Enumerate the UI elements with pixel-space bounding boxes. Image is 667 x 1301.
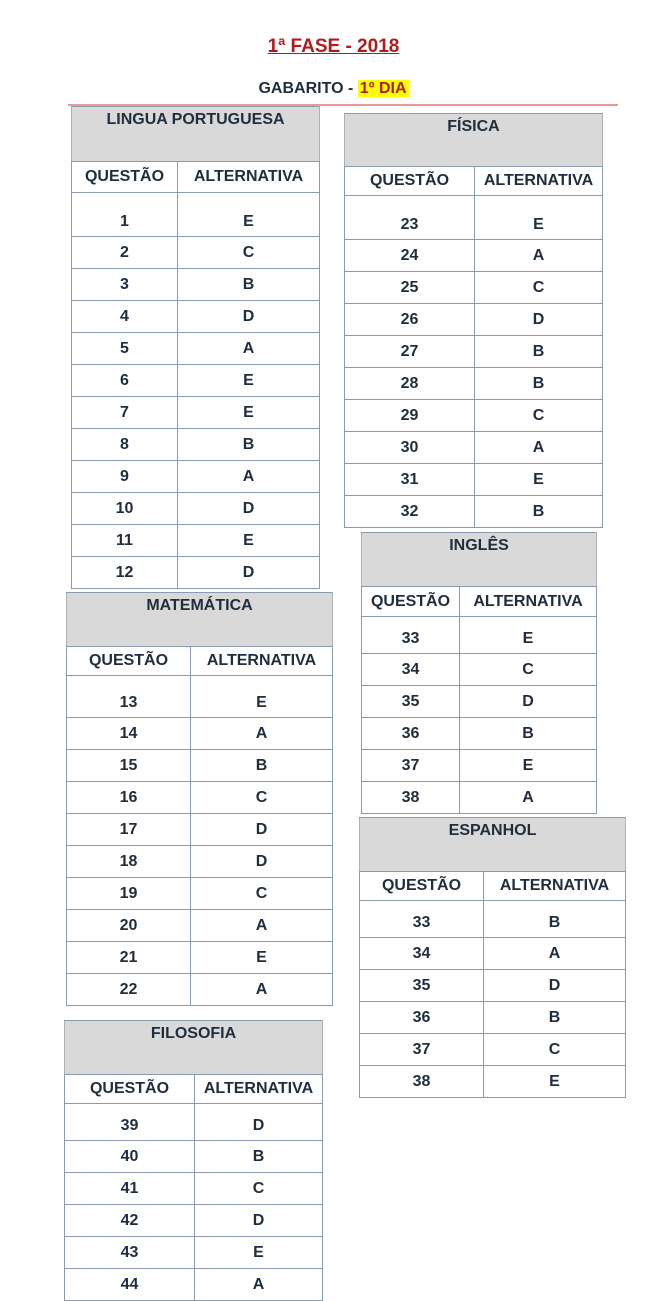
answer-letter: E xyxy=(178,397,320,429)
question-number: 2 xyxy=(72,237,178,269)
table-row xyxy=(360,901,626,938)
table-lingua-portuguesa xyxy=(71,106,320,589)
subtitle-prefix: GABARITO - xyxy=(258,80,358,97)
table-row xyxy=(360,1066,626,1098)
table-row xyxy=(65,1104,323,1141)
question-number: 24 xyxy=(345,240,475,272)
question-number: 39 xyxy=(65,1104,195,1141)
table-row xyxy=(362,782,597,814)
answer-letter: A xyxy=(475,432,603,464)
table-row xyxy=(65,1237,323,1269)
column-header-alternativa: ALTERNATIVA xyxy=(195,1075,323,1104)
table-row xyxy=(67,718,333,750)
question-number: 28 xyxy=(345,368,475,400)
table-row xyxy=(65,1173,323,1205)
answer-letter: B xyxy=(475,336,603,368)
answer-letter: D xyxy=(178,301,320,333)
question-number: 23 xyxy=(345,196,475,240)
answer-letter: C xyxy=(475,400,603,432)
question-number: 33 xyxy=(360,901,484,938)
answer-letter: B xyxy=(195,1141,323,1173)
table-title: ESPANHOL xyxy=(360,818,626,872)
table-row xyxy=(360,938,626,970)
answer-letter: B xyxy=(460,718,597,750)
table-row xyxy=(65,1269,323,1301)
answer-letter: D xyxy=(191,846,333,878)
question-number: 4 xyxy=(72,301,178,333)
answer-letter: D xyxy=(178,557,320,589)
table-row xyxy=(72,333,320,365)
table-row xyxy=(67,878,333,910)
question-number: 7 xyxy=(72,397,178,429)
table-row xyxy=(72,525,320,557)
answer-letter: B xyxy=(475,368,603,400)
table-row xyxy=(65,1141,323,1173)
question-number: 43 xyxy=(65,1237,195,1269)
question-number: 3 xyxy=(72,269,178,301)
question-number: 38 xyxy=(360,1066,484,1098)
column-header-questao: QUESTÃO xyxy=(360,872,484,901)
answer-letter: A xyxy=(191,910,333,942)
answer-letter: D xyxy=(475,304,603,336)
table-row xyxy=(72,301,320,333)
table-title: FILOSOFIA xyxy=(65,1021,323,1075)
table-row xyxy=(67,782,333,814)
table-row xyxy=(67,676,333,718)
answer-letter: A xyxy=(460,782,597,814)
answer-letter: A xyxy=(195,1269,323,1301)
table-row xyxy=(360,970,626,1002)
table-title: FÍSICA xyxy=(345,114,603,167)
table-row xyxy=(345,196,603,240)
table-row xyxy=(67,750,333,782)
table-row xyxy=(362,686,597,718)
question-number: 19 xyxy=(67,878,191,910)
question-number: 16 xyxy=(67,782,191,814)
answer-letter: A xyxy=(191,974,333,1006)
table-row xyxy=(67,942,333,974)
table-row xyxy=(72,429,320,461)
table-row xyxy=(72,269,320,301)
answer-letter: B xyxy=(484,901,626,938)
table-row xyxy=(360,1002,626,1034)
column-header-alternativa: ALTERNATIVA xyxy=(484,872,626,901)
question-number: 35 xyxy=(360,970,484,1002)
question-number: 20 xyxy=(67,910,191,942)
table-row xyxy=(345,368,603,400)
table-row xyxy=(67,974,333,1006)
answer-letter: E xyxy=(475,464,603,496)
table-row xyxy=(345,336,603,368)
table-row xyxy=(72,461,320,493)
table-row xyxy=(360,1034,626,1066)
question-number: 13 xyxy=(67,676,191,718)
question-number: 37 xyxy=(360,1034,484,1066)
question-number: 44 xyxy=(65,1269,195,1301)
column-header-questao: QUESTÃO xyxy=(72,162,178,193)
table-matematica xyxy=(66,592,333,1006)
table-title: LINGUA PORTUGUESA xyxy=(72,107,320,162)
table-row xyxy=(345,464,603,496)
question-number: 14 xyxy=(67,718,191,750)
question-number: 26 xyxy=(345,304,475,336)
question-number: 32 xyxy=(345,496,475,528)
question-number: 35 xyxy=(362,686,460,718)
page-subtitle xyxy=(0,80,667,98)
question-number: 34 xyxy=(360,938,484,970)
answer-letter: E xyxy=(195,1237,323,1269)
question-number: 41 xyxy=(65,1173,195,1205)
answer-letter: E xyxy=(178,193,320,237)
answer-letter: C xyxy=(191,782,333,814)
table-ingles xyxy=(361,532,597,814)
table-row xyxy=(362,750,597,782)
answer-letter: A xyxy=(191,718,333,750)
table-title: INGLÊS xyxy=(362,533,597,587)
question-number: 42 xyxy=(65,1205,195,1237)
answer-letter: C xyxy=(191,878,333,910)
table-row xyxy=(72,557,320,589)
question-number: 36 xyxy=(360,1002,484,1034)
question-number: 10 xyxy=(72,493,178,525)
answer-letter: D xyxy=(484,970,626,1002)
answer-letter: B xyxy=(475,496,603,528)
answer-letter: D xyxy=(460,686,597,718)
table-row xyxy=(362,654,597,686)
question-number: 27 xyxy=(345,336,475,368)
answer-letter: E xyxy=(460,617,597,654)
question-number: 8 xyxy=(72,429,178,461)
question-number: 30 xyxy=(345,432,475,464)
table-filosofia xyxy=(64,1020,323,1301)
question-number: 34 xyxy=(362,654,460,686)
table-row xyxy=(345,272,603,304)
question-number: 18 xyxy=(67,846,191,878)
table-row xyxy=(67,910,333,942)
answer-letter: C xyxy=(460,654,597,686)
answer-letter: C xyxy=(484,1034,626,1066)
answer-letter: D xyxy=(178,493,320,525)
question-number: 21 xyxy=(67,942,191,974)
column-header-questao: QUESTÃO xyxy=(345,167,475,196)
table-row xyxy=(345,432,603,464)
answer-letter: E xyxy=(191,676,333,718)
answer-letter: C xyxy=(195,1173,323,1205)
question-number: 36 xyxy=(362,718,460,750)
question-number: 37 xyxy=(362,750,460,782)
question-number: 38 xyxy=(362,782,460,814)
table-row xyxy=(362,718,597,750)
table-row xyxy=(65,1205,323,1237)
question-number: 31 xyxy=(345,464,475,496)
question-number: 29 xyxy=(345,400,475,432)
answer-letter: E xyxy=(460,750,597,782)
table-fisica xyxy=(344,113,603,528)
table-row xyxy=(67,846,333,878)
answer-letter: A xyxy=(484,938,626,970)
question-number: 9 xyxy=(72,461,178,493)
question-number: 25 xyxy=(345,272,475,304)
answer-letter: E xyxy=(475,196,603,240)
answer-letter: B xyxy=(178,429,320,461)
table-row xyxy=(345,400,603,432)
question-number: 17 xyxy=(67,814,191,846)
answer-letter: E xyxy=(484,1066,626,1098)
answer-letter: A xyxy=(178,461,320,493)
question-number: 40 xyxy=(65,1141,195,1173)
table-row xyxy=(72,493,320,525)
table-row xyxy=(72,193,320,237)
question-number: 1 xyxy=(72,193,178,237)
table-espanhol xyxy=(359,817,626,1098)
column-header-alternativa: ALTERNATIVA xyxy=(460,587,597,617)
table-title: MATEMÁTICA xyxy=(67,593,333,647)
column-header-questao: QUESTÃO xyxy=(362,587,460,617)
table-row xyxy=(72,365,320,397)
answer-letter: D xyxy=(195,1104,323,1141)
answer-letter: C xyxy=(178,237,320,269)
answer-letter: B xyxy=(191,750,333,782)
answer-letter: D xyxy=(191,814,333,846)
answer-letter: B xyxy=(484,1002,626,1034)
answer-letter: E xyxy=(178,525,320,557)
column-header-alternativa: ALTERNATIVA xyxy=(178,162,320,193)
answer-letter: E xyxy=(191,942,333,974)
column-header-alternativa: ALTERNATIVA xyxy=(191,647,333,676)
column-header-alternativa: ALTERNATIVA xyxy=(475,167,603,196)
column-header-questao: QUESTÃO xyxy=(65,1075,195,1104)
question-number: 33 xyxy=(362,617,460,654)
table-row xyxy=(345,304,603,336)
page-title: 1ª FASE - 2018 xyxy=(267,36,400,57)
table-row xyxy=(67,814,333,846)
question-number: 5 xyxy=(72,333,178,365)
answer-letter: E xyxy=(178,365,320,397)
answer-letter: A xyxy=(475,240,603,272)
table-row xyxy=(362,617,597,654)
table-row xyxy=(72,237,320,269)
subtitle-day-highlight: 1º DIA xyxy=(359,80,407,97)
question-number: 12 xyxy=(72,557,178,589)
question-number: 11 xyxy=(72,525,178,557)
question-number: 6 xyxy=(72,365,178,397)
table-row xyxy=(345,496,603,528)
question-number: 22 xyxy=(67,974,191,1006)
table-row xyxy=(345,240,603,272)
question-number: 15 xyxy=(67,750,191,782)
answer-letter: A xyxy=(178,333,320,365)
table-row xyxy=(72,397,320,429)
answer-letter: B xyxy=(178,269,320,301)
answer-letter: C xyxy=(475,272,603,304)
column-header-questao: QUESTÃO xyxy=(67,647,191,676)
answer-letter: D xyxy=(195,1205,323,1237)
